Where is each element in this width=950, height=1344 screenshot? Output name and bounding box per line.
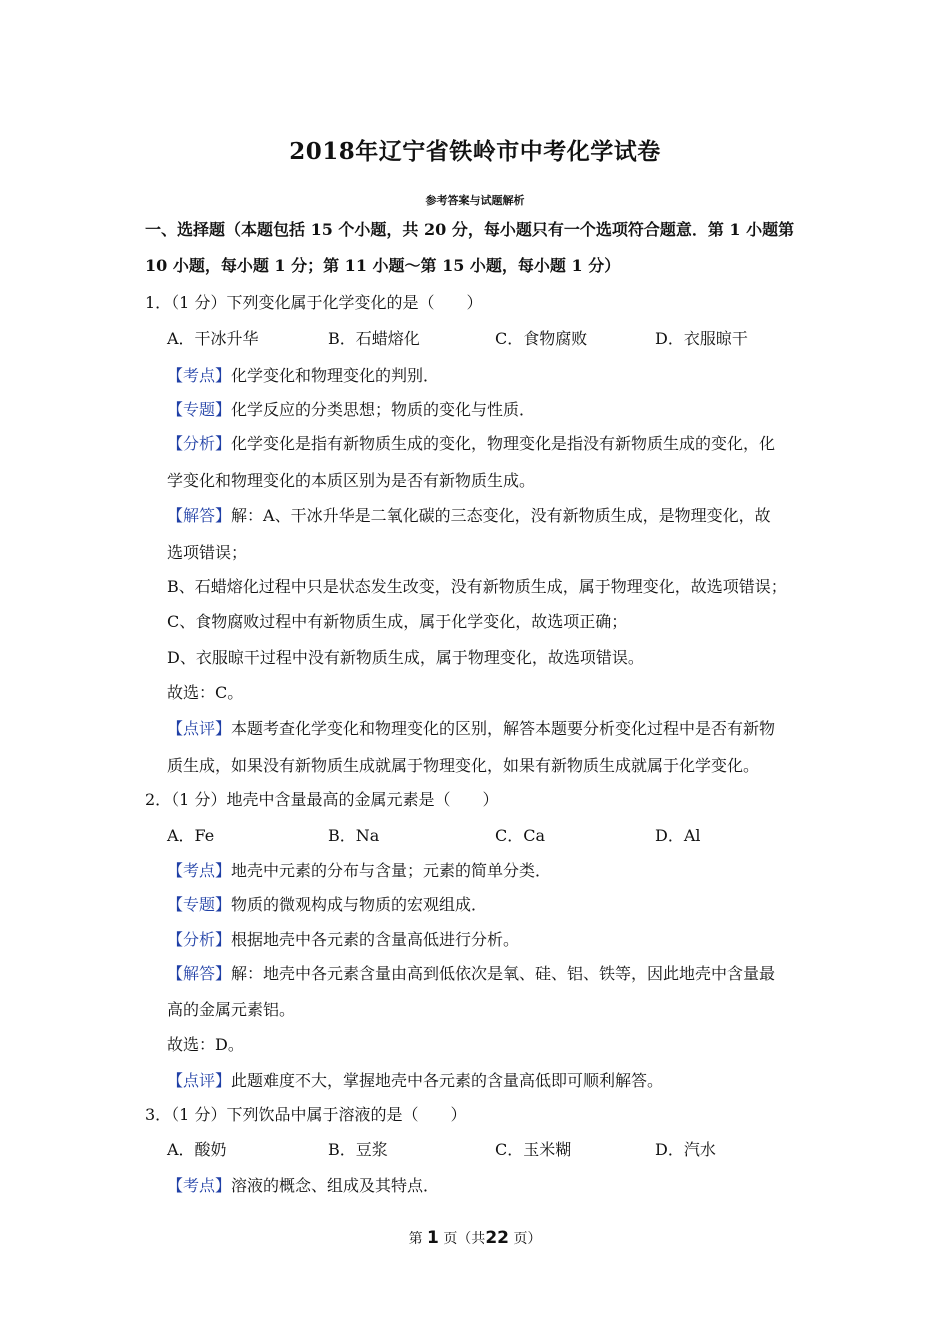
q2-option-d: D．Al (655, 826, 701, 845)
q1-option-c: C．食物腐败 (495, 329, 588, 348)
dianping-text-1: 本题考查化学变化和物理变化的区别，解答本题要分析变化过程中是否有新物 (231, 719, 776, 738)
q1-jieda-4: C、食物腐败过程中有新物质生成，属于化学变化，故选项正确； (167, 612, 628, 631)
q1-fenxi-cont: 学变化和物理变化的本质区别为是否有新物质生成。 (167, 471, 536, 490)
fenxi-text: 根据地壳中各元素的含量高低进行分析。 (231, 930, 520, 949)
zhuanti-tag: 【专题】 (167, 895, 232, 914)
q3-stem: 3．（1 分）下列饮品中属于溶液的是（ ） (145, 1105, 467, 1124)
q3-option-a: A．酸奶 (167, 1140, 227, 1159)
footer-page-number: 1 (427, 1228, 439, 1248)
page-subtitle: 参考答案与试题解析 (425, 194, 525, 207)
section-heading-line2: 10 小题，每小题 1 分；第 11 小题～第 15 小题，每小题 1 分） (145, 256, 621, 275)
kaodian-text: 溶液的概念、组成及其特点． (231, 1176, 440, 1195)
q3-option-c: C．玉米糊 (495, 1140, 572, 1159)
q2-jieda-2: 高的金属元素铝。 (167, 1000, 296, 1019)
section-heading-line1: 一、选择题（本题包括 15 个小题，共 20 分，每小题只有一个选项符合题意．第 1 小题第 (145, 220, 795, 239)
q3-kaodian (167, 1176, 439, 1196)
q2-zhuanti (167, 895, 487, 915)
kaodian-text: 化学变化和物理变化的判别． (231, 366, 440, 385)
fenxi-tag: 【分析】 (167, 434, 232, 453)
q2-option-a: A．Fe (167, 826, 215, 845)
q2-fenxi (167, 930, 519, 950)
dianping-text: 此题难度不大，掌握地壳中各元素的含量高低即可顺利解答。 (231, 1071, 664, 1090)
q1-answer: 故选：C。 (167, 683, 244, 702)
zhuanti-tag: 【专题】 (167, 400, 232, 419)
q1-jieda (167, 506, 771, 526)
dianping-tag: 【点评】 (167, 1071, 232, 1090)
kaodian-tag: 【考点】 (167, 366, 232, 385)
q2-option-b: B．Na (328, 826, 380, 845)
section-heading (145, 212, 810, 284)
q1-kaodian (167, 366, 439, 386)
fenxi-text-1: 化学变化是指有新物质生成的变化，物理变化是指没有新物质生成的变化，化 (231, 434, 776, 453)
zhuanti-text: 物质的微观构成与物质的宏观组成． (231, 895, 488, 914)
q2-kaodian (167, 861, 551, 881)
q1-stem: 1．（1 分）下列变化属于化学变化的是（ ） (145, 293, 483, 312)
page-title: 2018年辽宁省铁岭市中考化学试卷 (289, 138, 661, 165)
q2-option-c: C．Ca (495, 826, 546, 845)
q1-jieda-2: 选项错误； (167, 543, 248, 562)
page-footer (0, 1228, 950, 1248)
zhuanti-text: 化学反应的分类思想；物质的变化与性质． (231, 400, 536, 419)
q1-dianping-2: 质生成，如果没有新物质生成就属于物理变化，如果有新物质生成就属于化学变化。 (167, 756, 760, 775)
jieda-tag: 【解答】 (167, 506, 232, 525)
q1-option-d: D．衣服晾干 (655, 329, 748, 348)
q1-zhuanti (167, 400, 535, 420)
kaodian-text: 地壳中元素的分布与含量；元素的简单分类． (231, 861, 552, 880)
q2-stem: 2．（1 分）地壳中含量最高的金属元素是（ ） (145, 790, 499, 809)
jieda-text-1: 解：A、干冰升华是二氧化碳的三态变化，没有新物质生成，是物理变化，故 (231, 506, 771, 525)
q1-fenxi (167, 434, 775, 454)
q2-answer: 故选：D。 (167, 1035, 244, 1054)
q1-jieda-3: B、石蜡熔化过程中只是状态发生改变，没有新物质生成，属于物理变化，故选项错误； (167, 577, 787, 596)
q1-jieda-5: D、衣服晾干过程中没有新物质生成，属于物理变化，故选项错误。 (167, 648, 644, 667)
footer-total-pages: 22 (485, 1228, 509, 1248)
q2-jieda (167, 964, 775, 984)
kaodian-tag: 【考点】 (167, 861, 232, 880)
q2-dianping (167, 1071, 663, 1091)
fenxi-tag: 【分析】 (167, 930, 232, 949)
footer-mid: 页（共 (443, 1231, 486, 1247)
footer-prefix: 第 (408, 1231, 423, 1247)
jieda-text-1: 解：地壳中各元素含量由高到低依次是氧、硅、铝、铁等，因此地壳中含量最 (231, 964, 776, 983)
dianping-tag: 【点评】 (167, 719, 232, 738)
q1-option-b: B．石蜡熔化 (328, 329, 420, 348)
q1-option-a: A．干冰升华 (167, 329, 259, 348)
footer-suffix: 页） (513, 1231, 542, 1247)
q1-dianping (167, 719, 775, 739)
q3-option-d: D．汽水 (655, 1140, 716, 1159)
q3-option-b: B．豆浆 (328, 1140, 388, 1159)
jieda-tag: 【解答】 (167, 964, 232, 983)
kaodian-tag: 【考点】 (167, 1176, 232, 1195)
